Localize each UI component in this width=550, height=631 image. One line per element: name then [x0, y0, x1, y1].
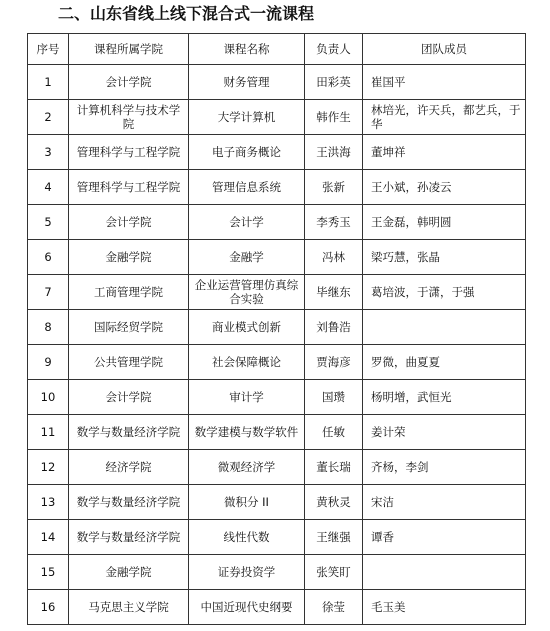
- cell-index: 13: [28, 485, 69, 520]
- section-heading: 二、山东省线上线下混合式一流课程: [58, 4, 315, 23]
- cell-leader: 冯林: [305, 240, 363, 275]
- cell-leader: 张新: [305, 170, 363, 205]
- cell-leader: 董长瑞: [305, 450, 363, 485]
- cell-leader: 刘鲁浩: [305, 310, 363, 345]
- cell-index: 15: [28, 555, 69, 590]
- cell-college: 会计学院: [69, 65, 189, 100]
- cell-team-members: 姜计荣: [363, 415, 526, 450]
- header-index: 序号: [28, 34, 69, 65]
- table-row: [28, 450, 526, 485]
- table-row: [28, 100, 526, 135]
- table-row: [28, 310, 526, 345]
- cell-index: 5: [28, 205, 69, 240]
- cell-course-name: 大学计算机: [189, 100, 305, 135]
- cell-college: 马克思主义学院: [69, 590, 189, 625]
- cell-course-name: 审计学: [189, 380, 305, 415]
- cell-index: 12: [28, 450, 69, 485]
- cell-index: 14: [28, 520, 69, 555]
- cell-team-members: 林培光，许天兵，都艺兵，于华: [363, 100, 526, 135]
- table-row: [28, 520, 526, 555]
- cell-course-name: 财务管理: [189, 65, 305, 100]
- cell-leader: 黄秋灵: [305, 485, 363, 520]
- cell-index: 4: [28, 170, 69, 205]
- cell-college: 工商管理学院: [69, 275, 189, 310]
- cell-college: 数学与数量经济学院: [69, 415, 189, 450]
- cell-college: 计算机科学与技术学院: [69, 100, 189, 135]
- cell-course-name: 微积分 II: [189, 485, 305, 520]
- table-row: [28, 555, 526, 590]
- cell-college: 数学与数量经济学院: [69, 520, 189, 555]
- cell-index: 1: [28, 65, 69, 100]
- table-row: [28, 590, 526, 625]
- cell-course-name: 企业运营管理仿真综合实验: [189, 275, 305, 310]
- cell-leader: 韩作生: [305, 100, 363, 135]
- table-row: [28, 485, 526, 520]
- cell-course-name: 商业模式创新: [189, 310, 305, 345]
- table-row: [28, 415, 526, 450]
- cell-leader: 毕继东: [305, 275, 363, 310]
- cell-team-members: [363, 310, 526, 345]
- cell-college: 会计学院: [69, 380, 189, 415]
- table-row: [28, 65, 526, 100]
- table-row: [28, 275, 526, 310]
- cell-leader: 任敏: [305, 415, 363, 450]
- course-table: [27, 33, 526, 625]
- header-team-members: 团队成员: [363, 34, 526, 65]
- cell-team-members: 谭香: [363, 520, 526, 555]
- cell-college: 经济学院: [69, 450, 189, 485]
- cell-index: 8: [28, 310, 69, 345]
- header-course-name: 课程名称: [189, 34, 305, 65]
- table-row: [28, 380, 526, 415]
- cell-index: 7: [28, 275, 69, 310]
- cell-team-members: [363, 555, 526, 590]
- cell-team-members: 宋洁: [363, 485, 526, 520]
- cell-team-members: 罗微，曲夏夏: [363, 345, 526, 380]
- table-row: [28, 345, 526, 380]
- cell-team-members: 葛培波，于潇，于强: [363, 275, 526, 310]
- cell-college: 会计学院: [69, 205, 189, 240]
- cell-team-members: 崔国平: [363, 65, 526, 100]
- table-row: [28, 135, 526, 170]
- cell-leader: 李秀玉: [305, 205, 363, 240]
- cell-college: 数学与数量经济学院: [69, 485, 189, 520]
- cell-course-name: 微观经济学: [189, 450, 305, 485]
- cell-team-members: 杨明增，武恒光: [363, 380, 526, 415]
- cell-index: 6: [28, 240, 69, 275]
- cell-course-name: 社会保障概论: [189, 345, 305, 380]
- cell-course-name: 电子商务概论: [189, 135, 305, 170]
- table-row: [28, 170, 526, 205]
- cell-course-name: 证券投资学: [189, 555, 305, 590]
- cell-course-name: 管理信息系统: [189, 170, 305, 205]
- cell-college: 国际经贸学院: [69, 310, 189, 345]
- cell-course-name: 中国近现代史纲要: [189, 590, 305, 625]
- cell-index: 16: [28, 590, 69, 625]
- cell-leader: 徐莹: [305, 590, 363, 625]
- cell-course-name: 线性代数: [189, 520, 305, 555]
- cell-leader: 张笑盯: [305, 555, 363, 590]
- cell-college: 管理科学与工程学院: [69, 135, 189, 170]
- cell-college: 金融学院: [69, 555, 189, 590]
- cell-index: 9: [28, 345, 69, 380]
- cell-course-name: 数学建模与数学软件: [189, 415, 305, 450]
- cell-team-members: 王小斌，孙凌云: [363, 170, 526, 205]
- cell-college: 金融学院: [69, 240, 189, 275]
- cell-leader: 国瓒: [305, 380, 363, 415]
- cell-course-name: 金融学: [189, 240, 305, 275]
- cell-team-members: 毛玉美: [363, 590, 526, 625]
- table-row: [28, 205, 526, 240]
- cell-leader: 贾海彦: [305, 345, 363, 380]
- table-body: [28, 65, 526, 625]
- cell-team-members: 齐杨，李剑: [363, 450, 526, 485]
- cell-leader: 田彩英: [305, 65, 363, 100]
- table-row: [28, 240, 526, 275]
- cell-college: 公共管理学院: [69, 345, 189, 380]
- cell-index: 10: [28, 380, 69, 415]
- cell-team-members: 董坤祥: [363, 135, 526, 170]
- cell-team-members: 梁巧慧，张晶: [363, 240, 526, 275]
- cell-leader: 王洪海: [305, 135, 363, 170]
- cell-college: 管理科学与工程学院: [69, 170, 189, 205]
- cell-leader: 王继强: [305, 520, 363, 555]
- header-leader: 负责人: [305, 34, 363, 65]
- cell-index: 3: [28, 135, 69, 170]
- cell-course-name: 会计学: [189, 205, 305, 240]
- header-college: 课程所属学院: [69, 34, 189, 65]
- table-header-row: [28, 34, 526, 65]
- cell-team-members: 王金磊，韩明圆: [363, 205, 526, 240]
- cell-index: 2: [28, 100, 69, 135]
- cell-index: 11: [28, 415, 69, 450]
